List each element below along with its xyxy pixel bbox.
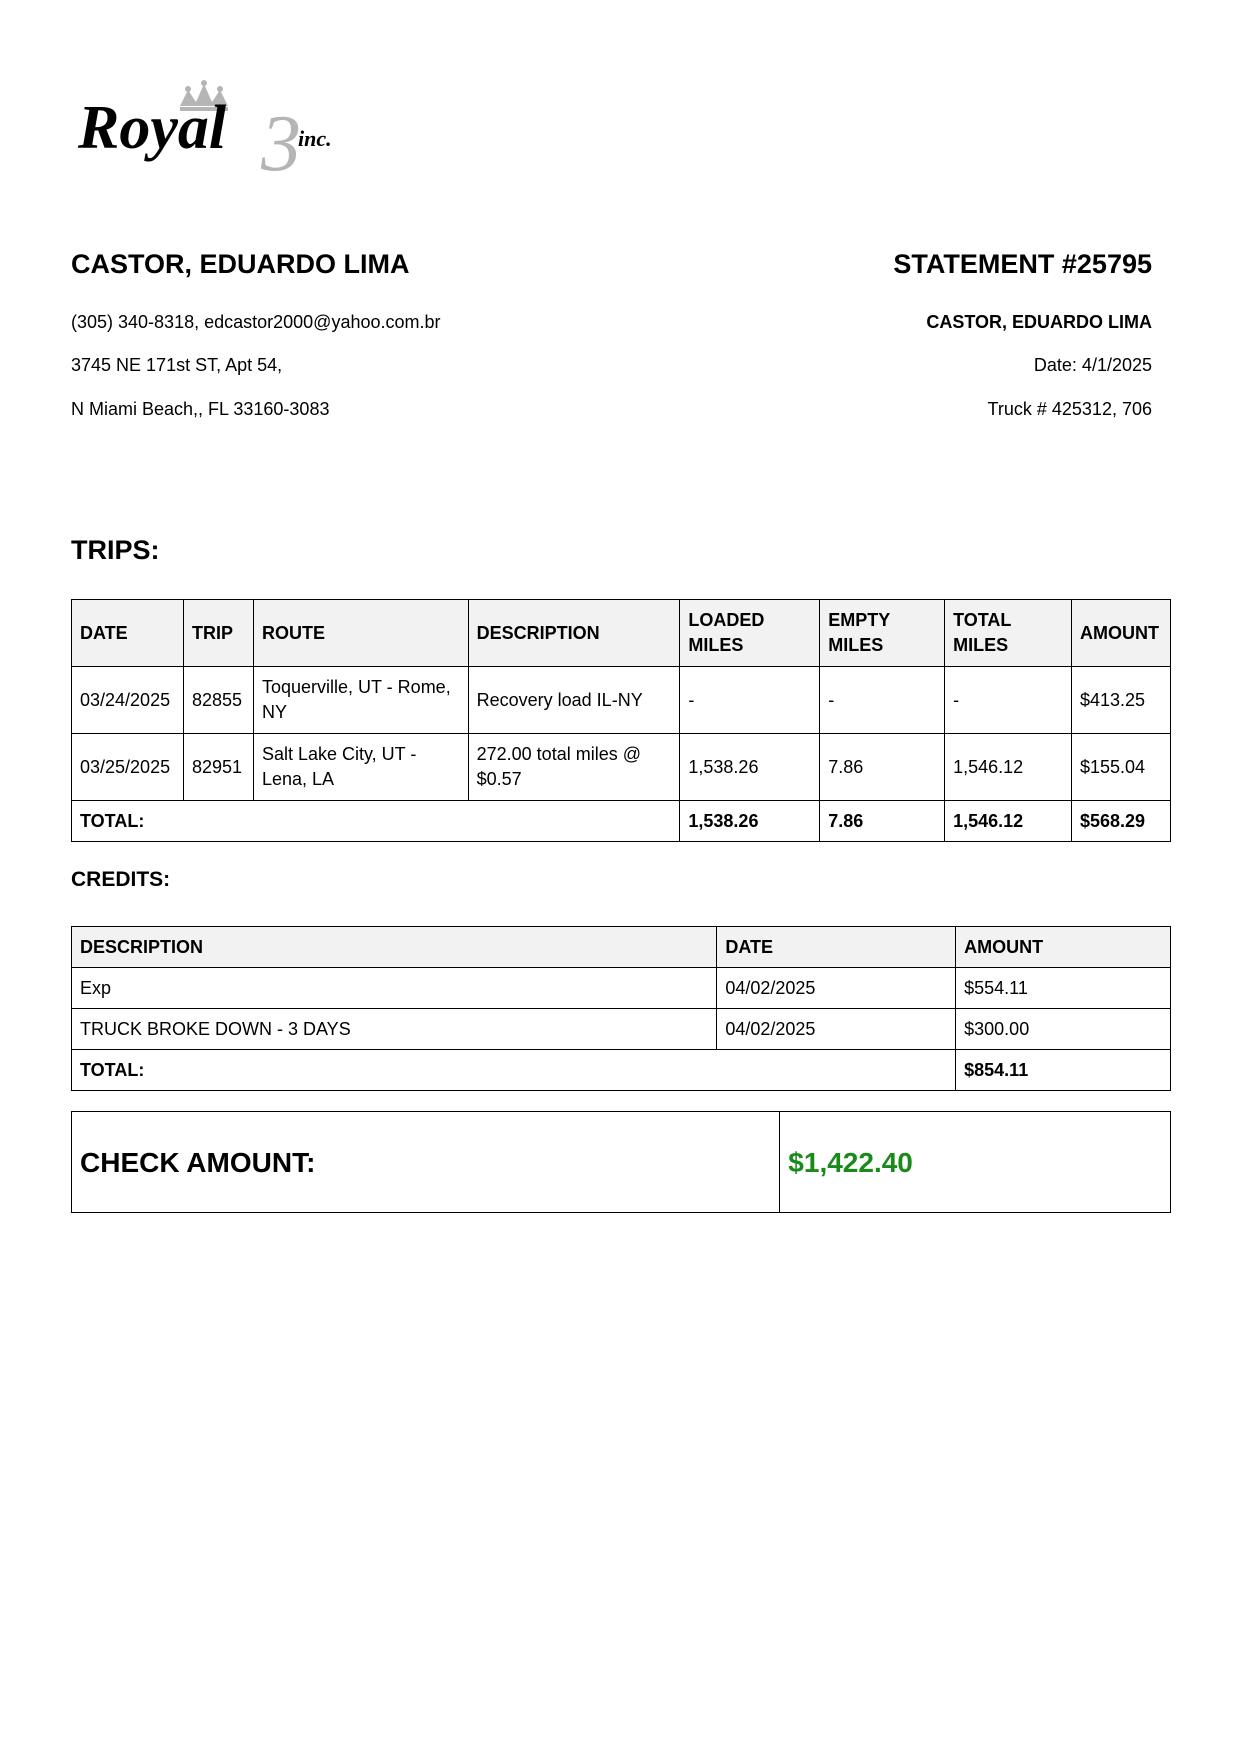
table-row [72, 667, 1171, 734]
credits-header-row [72, 927, 1171, 968]
trip-total-miles: - [945, 667, 1072, 734]
col-header-date: DATE [72, 600, 184, 667]
check-amount-value: $1,422.40 [780, 1112, 1171, 1213]
driver-name: CASTOR, EDUARDO LIMA [71, 249, 410, 279]
col-header-amount: AMOUNT [1071, 600, 1170, 667]
check-amount-box [71, 1111, 1171, 1213]
trip-loaded-miles: 1,538.26 [680, 734, 820, 801]
check-amount-label: CHECK AMOUNT: [72, 1112, 780, 1213]
statement-date: Date: 4/1/2025 [1033, 355, 1152, 375]
trips-total-loaded: 1,538.26 [680, 801, 820, 842]
credits-table [71, 926, 1171, 1091]
trip-loaded-miles: - [680, 667, 820, 734]
statement-title: STATEMENT #25795 [893, 249, 1152, 279]
credits-heading: CREDITS: [71, 868, 171, 891]
col-header-description: DESCRIPTION [72, 927, 717, 968]
trips-header-row [72, 600, 1171, 667]
col-header-amount: AMOUNT [956, 927, 1171, 968]
trips-total-row [72, 801, 1171, 842]
driver-address-line1: 3745 NE 171st ST, Apt 54, [71, 355, 283, 375]
col-header-date: DATE [717, 927, 956, 968]
credit-amount: $554.11 [956, 968, 1171, 1009]
table-row [72, 1009, 1171, 1050]
credits-total-amount: $854.11 [956, 1050, 1171, 1091]
credit-description: Exp [72, 968, 717, 1009]
trips-total-amount: $568.29 [1071, 801, 1170, 842]
table-row [72, 734, 1171, 801]
trip-route: Toquerville, UT - Rome, NY [253, 667, 468, 734]
col-header-route: ROUTE [253, 600, 468, 667]
driver-contact: (305) 340-8318, edcastor2000@yahoo.com.br [71, 312, 441, 332]
trip-amount: $155.04 [1071, 734, 1170, 801]
credits-total-label: TOTAL: [72, 1050, 956, 1091]
trip-empty-miles: 7.86 [820, 734, 945, 801]
trips-heading: TRIPS: [71, 535, 160, 565]
company-logo [78, 78, 378, 188]
trip-amount: $413.25 [1071, 667, 1170, 734]
trip-number: 82855 [183, 667, 253, 734]
table-row [72, 968, 1171, 1009]
col-header-total-miles: TOTAL MILES [945, 600, 1072, 667]
trip-description: 272.00 total miles @ $0.57 [468, 734, 680, 801]
credit-amount: $300.00 [956, 1009, 1171, 1050]
credit-description: TRUCK BROKE DOWN - 3 DAYS [72, 1009, 717, 1050]
trip-empty-miles: - [820, 667, 945, 734]
trip-date: 03/25/2025 [72, 734, 184, 801]
statement-name: CASTOR, EDUARDO LIMA [926, 312, 1152, 332]
trip-route: Salt Lake City, UT - Lena, LA [253, 734, 468, 801]
trip-date: 03/24/2025 [72, 667, 184, 734]
trips-table [71, 599, 1171, 842]
logo-number: 3 [261, 100, 301, 188]
logo-suffix: inc. [298, 126, 332, 151]
trip-number: 82951 [183, 734, 253, 801]
col-header-loaded-miles: LOADED MILES [680, 600, 820, 667]
trips-total-empty: 7.86 [820, 801, 945, 842]
credits-total-row [72, 1050, 1171, 1091]
credit-date: 04/02/2025 [717, 968, 956, 1009]
credit-date: 04/02/2025 [717, 1009, 956, 1050]
logo-text: Royal [78, 94, 227, 162]
trip-total-miles: 1,546.12 [945, 734, 1072, 801]
trip-description: Recovery load IL-NY [468, 667, 680, 734]
col-header-description: DESCRIPTION [468, 600, 680, 667]
trips-total-label: TOTAL: [72, 801, 680, 842]
statement-truck: Truck # 425312, 706 [987, 399, 1152, 419]
trips-total-miles: 1,546.12 [945, 801, 1072, 842]
driver-address-line2: N Miami Beach,, FL 33160-3083 [71, 399, 330, 419]
col-header-trip: TRIP [183, 600, 253, 667]
col-header-empty-miles: EMPTY MILES [820, 600, 945, 667]
